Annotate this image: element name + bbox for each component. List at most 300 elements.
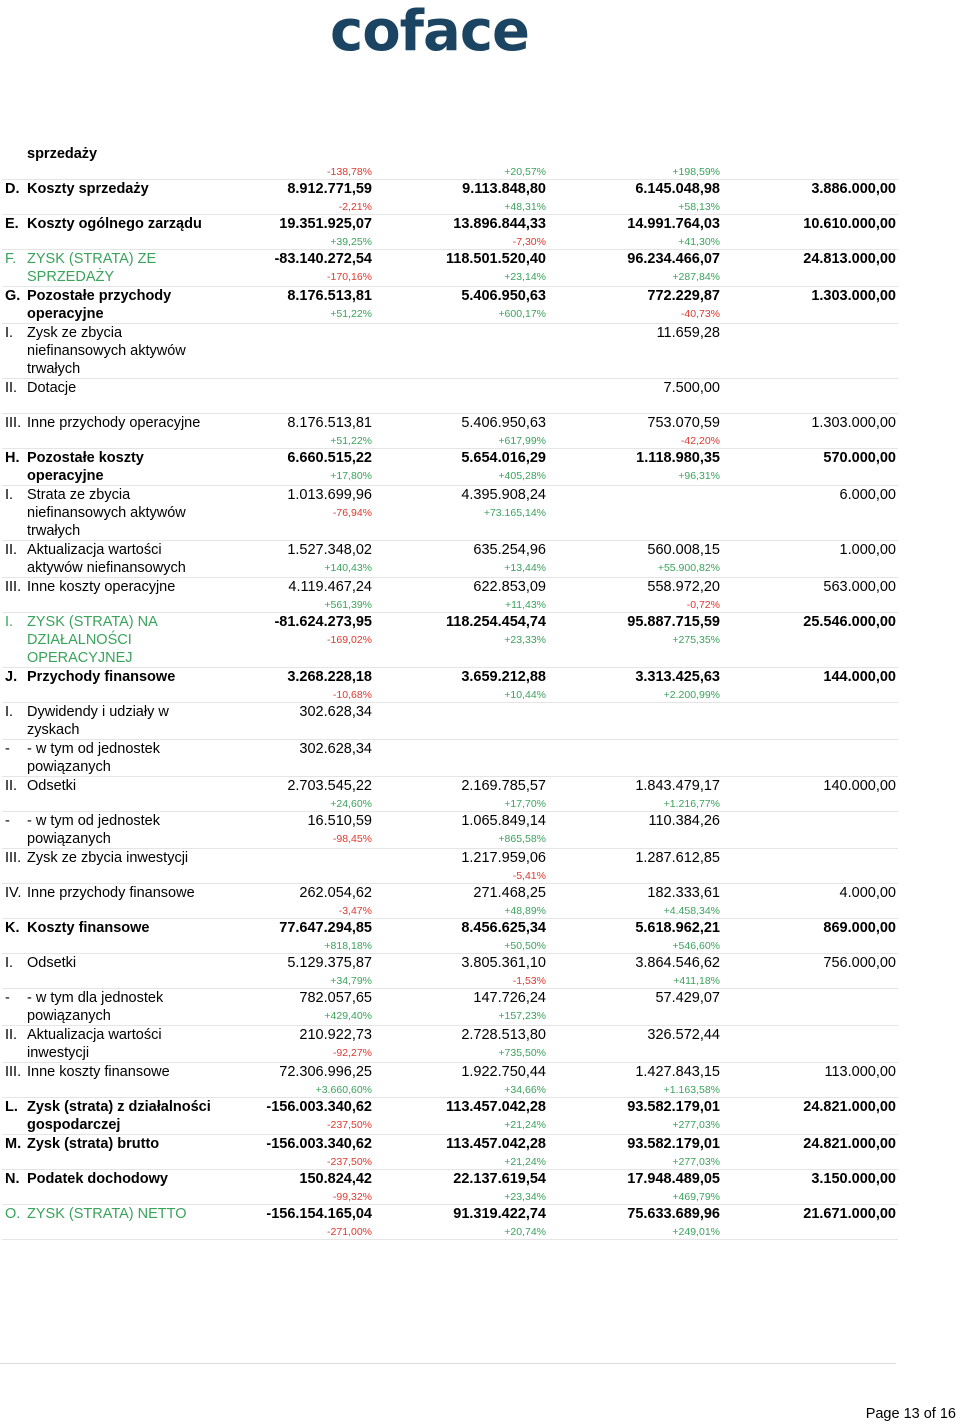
change-percent [722,561,896,575]
row-code: II. [5,380,18,396]
amount: 24.813.000,00 [803,251,896,267]
change-percent: +23,34% [504,1191,546,1203]
row-label: Zysk ze zbycia inwestycji [27,850,189,866]
value-cell-col1 [218,703,374,740]
row-code: - [5,813,10,829]
value-cell-col1 [218,919,374,954]
row-label: Zysk (strata) brutto [27,1136,160,1152]
value-cell-col1 [218,215,374,250]
value-cell-col4 [722,180,898,215]
amount: 1.527.348,02 [287,542,372,558]
row-label: ZYSK (STRATA) NA DZIAŁALNOŚCI OPERACYJNEJ [27,614,157,666]
table-row [2,740,898,777]
table-row [2,1135,898,1170]
change-percent: +58,13% [678,201,720,213]
change-percent: +429,40% [324,1010,372,1022]
change-percent: +1.163,58% [663,1084,720,1096]
value-cell-col4 [722,449,898,486]
table-row [2,1063,898,1098]
change-percent: +10,44% [504,689,546,701]
amount: 262.054,62 [299,885,372,901]
change-percent [722,797,896,811]
change-percent: -237,50% [327,1156,372,1168]
change-percent: -5,41% [512,870,546,882]
value-cell-col1 [218,1026,374,1063]
value-cell-col2 [374,1205,548,1240]
change-percent: +277,03% [672,1156,720,1168]
value-cell-col4 [722,250,898,287]
value-cell-col2 [374,449,548,486]
table-row [2,578,898,613]
change-percent [722,1083,896,1097]
change-percent [548,506,720,520]
amount: 7.500,00 [663,380,720,396]
value-cell-col4 [722,668,898,703]
table-row [2,812,898,849]
change-percent: +818,18% [324,940,372,952]
row-label: Zysk (strata) z działalności gospodarczej [27,1099,211,1133]
value-cell-col1 [218,954,374,989]
row-code: II. [5,1027,18,1043]
change-percent [722,506,896,520]
value-cell-col3 [548,145,722,180]
amount: 1.303.000,00 [811,288,896,304]
row-code: J. [5,669,18,685]
amount: 118.254.454,74 [446,614,546,630]
value-cell-col3 [548,215,722,250]
value-cell-col4 [722,1026,898,1063]
amount [722,1026,896,1044]
row-label: Pozostałe przychody operacyjne [27,288,172,322]
amount: 57.429,07 [655,990,720,1006]
change-percent: +48,31% [504,201,546,213]
value-cell-col1 [218,1205,374,1240]
change-percent: -237,50% [327,1119,372,1131]
amount: 782.057,65 [299,990,372,1006]
value-cell-col1 [218,1098,374,1135]
value-cell-col1 [218,849,374,884]
amount: 5.654.016,29 [461,450,546,466]
amount [722,740,896,758]
amount: 113.000,00 [824,1064,896,1080]
amount: 1.843.479,17 [635,778,720,794]
change-percent: -0,72% [686,599,720,611]
row-code: - [5,990,10,1006]
change-percent: +249,01% [672,1226,720,1238]
change-percent: +157,23% [498,1010,546,1022]
table-row [2,954,898,989]
change-percent: +198,59% [672,166,720,178]
value-cell-col3 [548,449,722,486]
change-percent [722,760,896,774]
amount [374,145,546,163]
value-cell-col1 [218,449,374,486]
table-row [2,486,898,541]
change-percent: +2.200,99% [663,689,720,701]
row-code: K. [5,920,20,936]
change-percent: +469,79% [672,1191,720,1203]
change-percent [218,344,372,358]
value-cell-col1 [218,1063,374,1098]
value-cell-col2 [374,578,548,613]
value-cell-col4 [722,884,898,919]
amount: 14.991.764,03 [627,216,720,232]
amount: 2.703.545,22 [287,778,372,794]
row-code: N. [5,1171,20,1187]
change-percent [374,760,546,774]
table-row [2,1170,898,1205]
row-label: Inne przychody finansowe [27,885,195,901]
change-percent [218,399,372,413]
amount: 756.000,00 [823,955,896,971]
amount: 3.805.361,10 [461,955,546,971]
change-percent [722,399,896,413]
change-percent [722,270,896,284]
row-code: I. [5,325,14,341]
value-cell-col4 [722,1205,898,1240]
row-code: I. [5,955,14,971]
amount: 95.887.715,59 [627,614,720,630]
change-percent: -169,02% [327,634,372,646]
row-label: Inne koszty finansowe [27,1064,170,1080]
amount: 8.176.513,81 [287,288,372,304]
value-cell-col2 [374,668,548,703]
value-cell-col1 [218,777,374,812]
row-label: ZYSK (STRATA) ZE SPRZEDAŻY [27,251,157,285]
table-row [2,919,898,954]
row-label: Koszty sprzedaży [27,181,149,197]
amount: 1.303.000,00 [811,415,896,431]
value-cell-col4 [722,703,898,740]
row-code: D. [5,181,20,197]
amount: 3.864.546,62 [635,955,720,971]
table-row [2,884,898,919]
value-cell-col3 [548,541,722,578]
amount: 19.351.925,07 [279,216,372,232]
amount: 1.922.750,44 [461,1064,546,1080]
change-percent: +96,31% [678,470,720,482]
amount: 302.628,34 [299,741,372,757]
change-percent: +21,24% [504,1119,546,1131]
value-cell-col3 [548,740,722,777]
value-cell-col2 [374,180,548,215]
change-percent [722,434,896,448]
amount: 17.948.489,05 [627,1171,720,1187]
change-percent: -3,47% [338,905,372,917]
table-row [2,541,898,578]
table-row [2,287,898,324]
value-cell-col4 [722,324,898,379]
amount: 4.395.908,24 [461,487,546,503]
table-row [2,414,898,449]
change-percent: -98,45% [332,833,372,845]
amount: 4.119.467,24 [288,579,372,595]
value-cell-col4 [722,379,898,414]
row-code: III. [5,850,22,866]
value-cell-col4 [722,989,898,1026]
value-cell-col4 [722,812,898,849]
row-label: Dotacje [27,380,77,396]
change-percent [722,1009,896,1023]
amount: 1.065.849,14 [461,813,546,829]
change-percent [722,832,896,846]
value-cell-col1 [218,884,374,919]
value-cell-col4 [722,919,898,954]
amount: 3.886.000,00 [811,181,896,197]
amount: -81.624.273,95 [274,614,372,630]
value-cell-col2 [374,486,548,541]
change-percent: +275,35% [672,634,720,646]
change-percent: +17,80% [330,470,372,482]
amount: 3.659.212,88 [461,669,546,685]
value-cell-col3 [548,812,722,849]
value-cell-col2 [374,884,548,919]
change-percent [722,200,896,214]
change-percent [548,869,720,883]
change-percent [374,344,546,358]
change-percent [548,1009,720,1023]
row-code: M. [5,1136,22,1152]
value-cell-col4 [722,215,898,250]
amount: 570.000,00 [823,450,896,466]
row-label: Aktualizacja wartości aktywów niefinansowych [27,542,186,576]
amount: 1.217.959,06 [461,850,546,866]
table-row [2,1026,898,1063]
table-row [2,324,898,379]
table-row [2,215,898,250]
amount: 5.129.375,87 [287,955,372,971]
value-cell-col2 [374,989,548,1026]
amount: 150.824,42 [299,1171,372,1187]
value-cell-col2 [374,919,548,954]
change-percent: +11,43% [505,599,546,611]
change-percent: +600,17% [498,308,546,320]
amount [218,324,372,342]
value-cell-col4 [722,1098,898,1135]
row-label: - w tym od jednostek powiązanych [27,741,160,775]
amount: 9.113.848,80 [462,181,546,197]
amount: 326.572,44 [647,1027,720,1043]
row-label: - w tym od jednostek powiązanych [27,813,160,847]
change-percent [722,939,896,953]
row-code: F. [5,251,17,267]
amount: 75.633.689,96 [627,1206,720,1222]
row-code: G. [5,288,21,304]
value-cell-col4 [722,145,898,180]
change-percent [548,723,720,737]
change-percent: -170,16% [327,271,372,283]
change-percent [722,307,896,321]
row-label: Inne przychody operacyjne [27,415,201,431]
amount: -156.003.340,62 [266,1136,372,1152]
row-label: Strata ze zbycia niefinansowych aktywów trwałych [27,487,186,539]
value-cell-col2 [374,703,548,740]
change-percent: +13,44% [504,562,546,574]
amount: 147.726,24 [473,990,546,1006]
financial-statement-table [2,145,898,1240]
amount: 869.000,00 [823,920,896,936]
change-percent: +24,60% [330,798,372,810]
amount: 3.313.425,63 [635,669,720,685]
value-cell-col3 [548,486,722,541]
change-percent [722,235,896,249]
amount [374,379,546,397]
change-percent: +546,60% [672,940,720,952]
row-label: Odsetki [27,778,77,794]
change-percent [722,904,896,918]
change-percent: +617,99% [498,435,546,447]
value-cell-col1 [218,180,374,215]
change-percent [722,1155,896,1169]
row-label: Aktualizacja wartości inwestycji [27,1027,162,1061]
amount: 302.628,34 [299,704,372,720]
value-cell-col3 [548,668,722,703]
amount: 8.912.771,59 [287,181,372,197]
value-cell-col4 [722,849,898,884]
value-cell-col2 [374,1026,548,1063]
amount [722,849,896,867]
value-cell-col3 [548,777,722,812]
amount [218,379,372,397]
change-percent: +55.900,82% [657,562,720,574]
table-row [2,1205,898,1240]
amount [548,486,720,504]
amount: 113.457.042,28 [446,1136,546,1152]
value-cell-col2 [374,541,548,578]
amount: 3.268.228,18 [287,669,372,685]
change-percent: +23,33% [504,634,546,646]
amount: 77.647.294,85 [279,920,372,936]
change-percent: -99,32% [332,1191,372,1203]
amount: 2.169.785,57 [461,778,546,794]
row-code [2,145,26,180]
value-cell-col1 [218,145,374,180]
change-percent: +21,24% [504,1156,546,1168]
change-percent: +3.660,60% [315,1084,372,1096]
amount: 96.234.466,07 [627,251,720,267]
coface-logo [330,2,570,66]
change-percent [548,1046,720,1060]
value-cell-col1 [218,1135,374,1170]
amount: 113.457.042,28 [446,1099,546,1115]
value-cell-col2 [374,812,548,849]
row-code: E. [5,216,19,232]
amount: 22.137.619,54 [453,1171,546,1187]
amount [722,812,896,830]
value-cell-col3 [548,989,722,1026]
row-label: Podatek dochodowy [27,1171,168,1187]
logo-text: coface [330,0,529,64]
amount [548,145,720,163]
amount [722,324,896,342]
value-cell-col1 [218,287,374,324]
change-percent: +865,58% [498,833,546,845]
value-cell-col3 [548,703,722,740]
amount: 772.229,87 [647,288,720,304]
row-code: III. [5,415,22,431]
change-percent: +34,66% [504,1084,546,1096]
value-cell-col4 [722,578,898,613]
value-cell-col3 [548,1135,722,1170]
change-percent: +735,50% [498,1047,546,1059]
amount: 1.118.980,35 [636,450,720,466]
row-code: I. [5,704,14,720]
table-row [2,145,898,180]
amount: -156.154.165,04 [266,1206,372,1222]
change-percent [548,344,720,358]
value-cell-col3 [548,1063,722,1098]
amount: 72.306.996,25 [279,1064,372,1080]
change-percent [722,974,896,988]
amount [218,145,372,163]
amount: 5.406.950,63 [461,288,546,304]
row-code: III. [5,579,22,595]
page-number: Page 13 of 16 [865,1406,956,1422]
table-row [2,379,898,414]
change-percent [374,399,546,413]
change-percent [722,165,896,179]
change-percent [548,760,720,774]
amount: 24.821.000,00 [803,1099,896,1115]
change-percent [722,1118,896,1132]
value-cell-col3 [548,1026,722,1063]
amount: 1.427.843,15 [635,1064,720,1080]
change-percent: +20,57% [504,166,546,178]
amount: 144.000,00 [823,669,896,685]
value-cell-col2 [374,1063,548,1098]
row-label: Dywidendy i udziały w zyskach [27,704,169,738]
row-label: Koszty ogólnego zarządu [27,216,202,232]
value-cell-col2 [374,1170,548,1205]
value-cell-col4 [722,613,898,668]
row-label: Przychody finansowe [27,669,176,685]
change-percent: -1,53% [512,975,546,987]
change-percent: +561,39% [324,599,372,611]
value-cell-col2 [374,379,548,414]
amount: 25.546.000,00 [803,614,896,630]
value-cell-col1 [218,541,374,578]
amount: 271.468,25 [473,885,546,901]
change-percent: -92,27% [332,1047,372,1059]
change-percent: +140,43% [324,562,372,574]
value-cell-col1 [218,486,374,541]
value-cell-col1 [218,613,374,668]
value-cell-col3 [548,613,722,668]
change-percent: +51,22% [330,308,372,320]
change-percent [374,723,546,737]
change-percent: -76,94% [332,507,372,519]
value-cell-col2 [374,1098,548,1135]
change-percent [218,760,372,774]
amount: 2.728.513,80 [461,1027,546,1043]
change-percent: +17,70% [504,798,546,810]
change-percent [722,633,896,647]
amount: 182.333,61 [647,885,720,901]
value-cell-col1 [218,740,374,777]
value-cell-col3 [548,1170,722,1205]
table-row [2,449,898,486]
amount: 8.176.513,81 [287,415,372,431]
amount: 6.660.515,22 [287,450,372,466]
row-code: L. [5,1099,18,1115]
value-cell-col2 [374,954,548,989]
table-row [2,989,898,1026]
change-percent [722,598,896,612]
amount: 11.659,28 [656,325,720,341]
change-percent: +41,30% [678,236,720,248]
value-cell-col1 [218,414,374,449]
amount: 563.000,00 [823,579,896,595]
